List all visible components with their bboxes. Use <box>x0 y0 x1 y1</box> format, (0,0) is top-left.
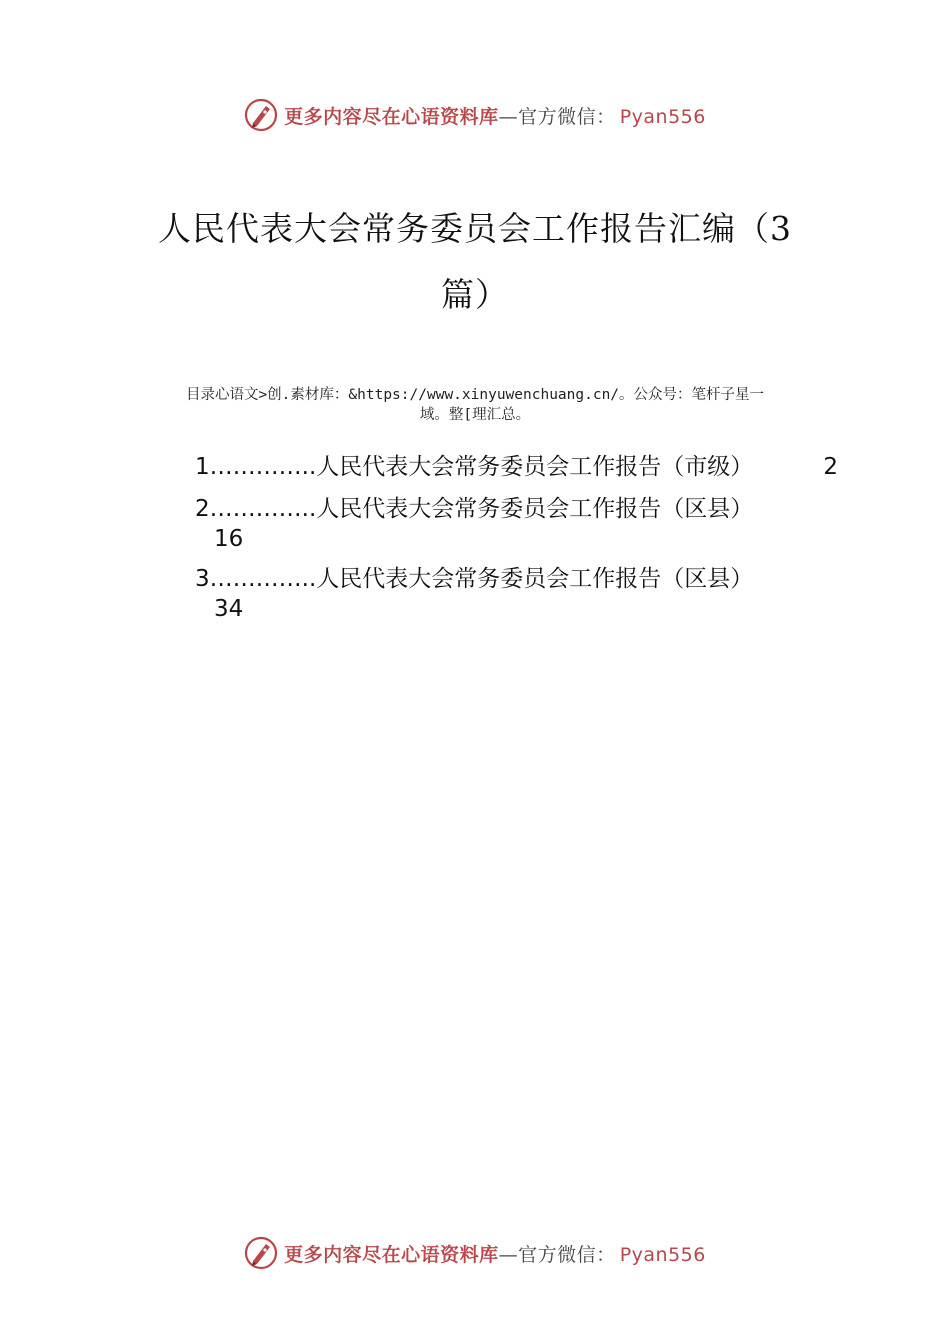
intro-line-2: 域。整[理汇总。 <box>419 407 531 423</box>
banner-main-text: 更多内容尽在心语资料库 <box>284 1243 499 1266</box>
toc-page-number: 2 <box>823 454 838 480</box>
toc-entry[interactable]: 1…………..人民代表大会常务委员会工作报告（市级） <box>195 454 754 480</box>
toc-entry[interactable]: 3…………..人民代表大会常务委员会工作报告（区县） <box>195 566 754 592</box>
toc-entry[interactable]: 2…………..人民代表大会常务委员会工作报告（区县） <box>195 496 754 522</box>
pen-logo-icon <box>244 98 278 132</box>
toc-page-number: 34 <box>214 596 244 622</box>
banner-text <box>284 102 706 129</box>
header-banner <box>0 93 950 137</box>
pen-logo-icon <box>244 1236 278 1270</box>
document-title <box>140 196 810 328</box>
banner-wechat-id: Pyan556 <box>619 105 706 128</box>
toc-item[interactable] <box>195 564 855 634</box>
banner-wechat-label: 官方微信： <box>518 105 616 128</box>
banner-dash: — <box>498 1243 519 1266</box>
intro-line-1: 目录心语文>创.素材库：&https://www.xinyuwenchuang.cn/。公众号：笔杆子星一 <box>185 387 765 403</box>
toc-item[interactable] <box>195 494 855 564</box>
banner-wechat-id: Pyan556 <box>619 1243 706 1266</box>
toc-page-number: 16 <box>214 526 244 552</box>
banner-wechat-label: 官方微信： <box>518 1243 616 1266</box>
footer-banner <box>0 1231 950 1275</box>
title-line-1: 人民代表大会常务委员会工作报告汇编（3 <box>158 209 792 248</box>
table-of-contents <box>195 452 855 634</box>
title-line-2: 篇） <box>441 275 509 314</box>
banner-main-text: 更多内容尽在心语资料库 <box>284 105 499 128</box>
intro-paragraph <box>150 385 800 425</box>
toc-item[interactable] <box>195 452 855 494</box>
banner-text <box>284 1240 706 1267</box>
banner-dash: — <box>498 105 519 128</box>
